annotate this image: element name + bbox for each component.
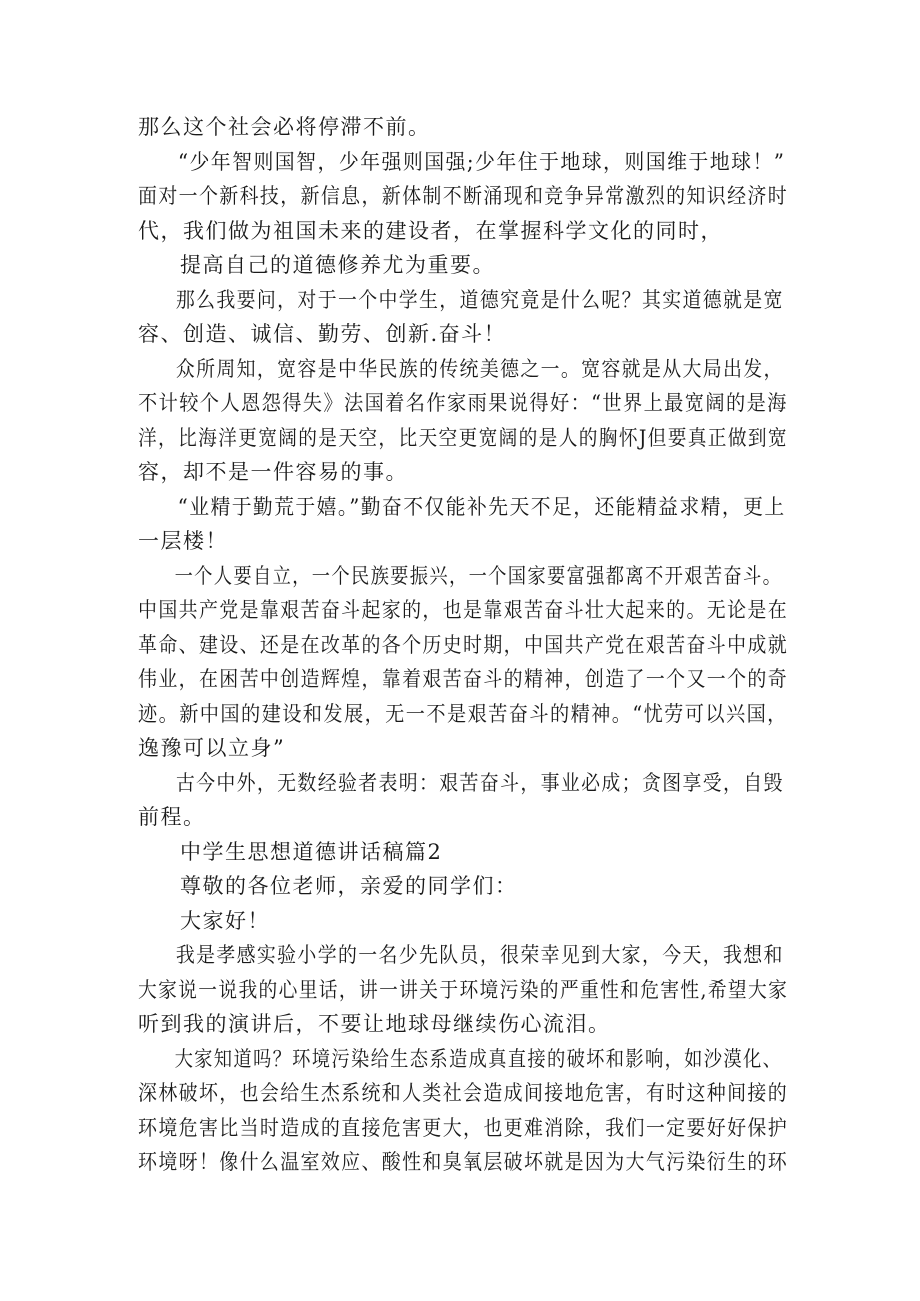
text-line: 代，我们做为祖国未来的建设者，在掌握科学文化的同时，	[138, 218, 723, 243]
text-line: 逸豫可以立身”	[138, 736, 286, 760]
text-line: 中国共产党是靠艰苦奋斗起家的，也是靠艰苦奋斗壮大起来的。无论是在	[138, 598, 789, 622]
text-line: 迹。新中国的建设和发展，无一不是艰苦奋斗的精神。“忧劳可以兴国，	[138, 701, 788, 726]
text-line: 那么我要问，对于一个中学生，道德究竟是什么呢？其实道德就是宽	[175, 287, 784, 312]
text-line: 那么这个社会必将停滞不前。	[138, 115, 431, 139]
text-line: 环境呀！像什么温室效应、酸性和臭氧层破坏就是因为大气污染衍生的环	[138, 1150, 789, 1174]
text-line: 环境危害比当时造成的直接危害更大，也更难消除，我们一定要好好保护	[138, 1115, 789, 1140]
text-line: 大家说一说我的心里话，讲一讲关于环境污染的严重性和危害性,希望大家	[138, 977, 789, 1002]
text-line: 不计较个人恩怨得失》法国着名作家雨果说得好：“世界上最宽阔的是海	[138, 391, 788, 415]
text-line: 深林破坏，也会给生杰系统和人类社会造成间接地危害，有时这种间接的	[138, 1081, 789, 1105]
text-line: 容，却不是一件容易的事。	[138, 460, 408, 484]
text-line: 洋，比海洋更宽阔的是天空，比天空更宽阔的是人的胸怀J但要真正做到宽	[138, 425, 788, 450]
text-line: 大家知道吗？环境污染给生态系造成真直接的破坏和影响，如沙漠化、	[174, 1046, 783, 1071]
text-line: 一个人要自立，一个民族要振兴，一个国家要富强都离不开艰苦奋斗。	[174, 563, 783, 588]
document-body	[138, 110, 788, 1180]
text-line: 提高自己的道德修养尤为重要。	[180, 253, 495, 277]
text-line: “业精于勤荒于嬉。”勤奋不仅能补先天不足，还能精益求精，更上	[177, 494, 786, 519]
text-line: “少年智则国智，少年强则国强;少年住于地球，则国维于地球！”	[177, 149, 786, 174]
text-line: 革命、建设、还是在改革的各个历史时期，中国共产党在艰苦奋斗中成就	[138, 632, 789, 657]
text-line: 一层楼！	[138, 529, 228, 553]
text-line: 古今中外，无数经验者表明：艰苦奋斗，事业必成；贪图享受，自毁	[175, 770, 784, 795]
text-line: 伟业，在困苦中创造辉煌，靠着艰苦奋斗的精神，创造了一个又一个的奇	[138, 667, 789, 691]
text-line: 前程。	[138, 805, 206, 829]
text-line: 中学生思想道德讲话稿篇2	[180, 839, 443, 864]
text-line: 众所周知，宽容是中华民族的传统美德之一。宽容就是从大局出发，	[175, 356, 784, 381]
text-line: 大家好！	[180, 908, 270, 933]
text-line: 听到我的演讲后，不要让地球母继续伤心流泪。	[138, 1012, 611, 1036]
text-line: 面对一个新科技，新信息，新体制不断涌现和竞争异常激烈的知识经济时	[138, 184, 789, 208]
text-line: 我是孝感实验小学的一名少先队员，很荣幸见到大家，今天，我想和	[175, 943, 784, 967]
text-line: 尊敬的各位老师，亲爱的同学们：	[180, 874, 518, 898]
text-line: 容、创造、诚信、勤劳、创新.奋斗！	[138, 322, 507, 346]
